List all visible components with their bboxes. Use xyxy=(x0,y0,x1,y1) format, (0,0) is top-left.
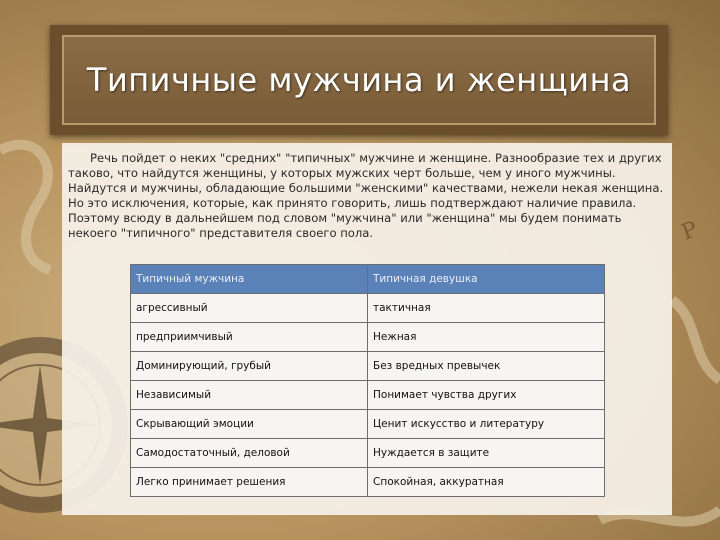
male-trait: Скрывающий эмоции xyxy=(131,410,368,439)
female-trait: тактичная xyxy=(368,294,605,323)
table-row xyxy=(131,439,605,468)
female-trait: Спокойная, аккуратная xyxy=(368,468,605,497)
table-row xyxy=(131,381,605,410)
traits-table xyxy=(130,264,605,497)
table-row xyxy=(131,294,605,323)
female-trait: Нуждается в защите xyxy=(368,439,605,468)
slide-title: Типичные мужчина и женщина xyxy=(86,61,632,99)
content-panel xyxy=(62,143,672,515)
female-trait: Нежная xyxy=(368,323,605,352)
female-trait: Без вредных превычек xyxy=(368,352,605,381)
male-trait: Доминирующий, грубый xyxy=(131,352,368,381)
male-trait: Независимый xyxy=(131,381,368,410)
table-row xyxy=(131,410,605,439)
table-header-row xyxy=(131,265,605,294)
header-male: Типичный мужчина xyxy=(131,265,368,294)
table-row xyxy=(131,323,605,352)
male-trait: Легко принимает решения xyxy=(131,468,368,497)
title-panel xyxy=(62,35,656,125)
title-frame xyxy=(50,25,668,135)
male-trait: Самодостаточный, деловой xyxy=(131,439,368,468)
female-trait: Ценит искусство и литературу xyxy=(368,410,605,439)
header-female: Типичная девушка xyxy=(368,265,605,294)
svg-text:P: P xyxy=(678,217,701,246)
table-row xyxy=(131,468,605,497)
table-row xyxy=(131,352,605,381)
male-trait: предприимчивый xyxy=(131,323,368,352)
male-trait: агрессивный xyxy=(131,294,368,323)
intro-paragraph: Речь пойдет о неких "средних" "типичных" мужчине и женщине. Разнообразие тех и других таково, что найдутся женщины, у которых мужских черт больше, чем у иного мужчины. Найдутся и мужчины, обладающие большими "женскими" качествами, нежели некая женщина. Но это исключения, которые, как принято говорить, лишь подтверждают наличие правила. Поэтому всюду в дальнейшем под словом "мужчина" или "женщина" мы будем понимать некоего "типичного" представителя своего пола. xyxy=(68,151,664,240)
female-trait: Понимает чувства других xyxy=(368,381,605,410)
